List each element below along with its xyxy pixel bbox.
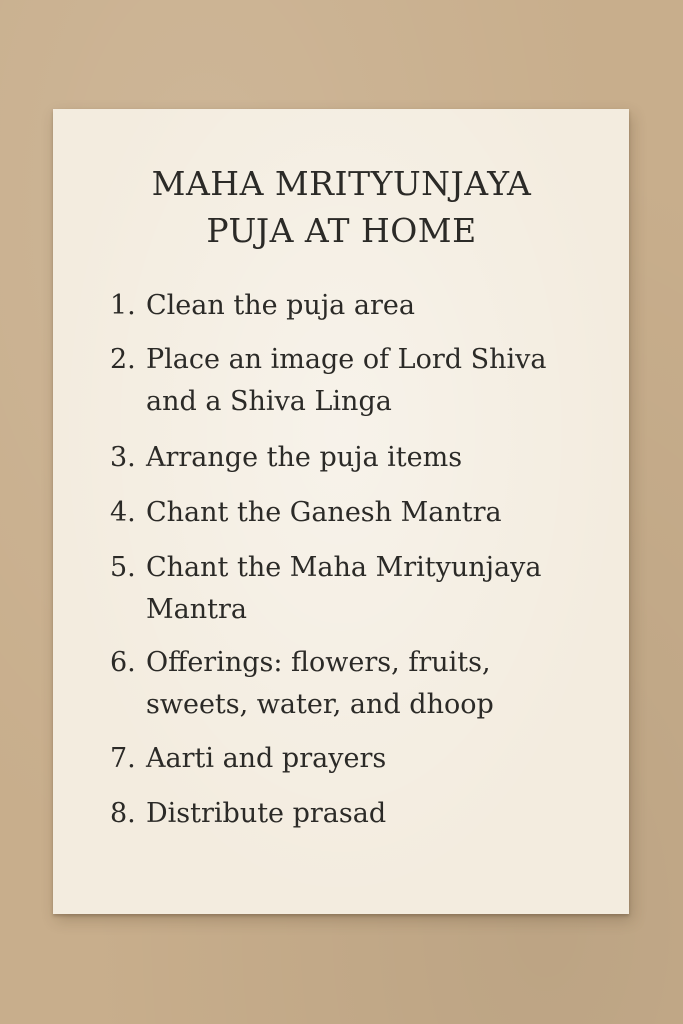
step-item-3: [110, 437, 580, 479]
step-text-line: Offerings: flowers, fruits,: [146, 647, 491, 678]
step-number: 6.: [110, 647, 136, 678]
step-item-8: [110, 793, 580, 835]
step-text-line: and a Shiva Linga: [146, 386, 392, 417]
step-text: [146, 437, 580, 479]
step-text-line: Distribute prasad: [146, 798, 387, 829]
step-item-6: [110, 642, 580, 726]
step-text-line: Place an image of Lord Shiva: [146, 344, 547, 375]
step-number: 1.: [110, 290, 136, 321]
title-line-1: MAHA MRITYUNJAYA: [151, 164, 532, 203]
step-item-4: [110, 492, 580, 534]
step-item-1: [110, 285, 580, 327]
step-text-line: Chant the Maha Mrityunjaya: [146, 552, 542, 583]
step-item-5: [110, 547, 580, 631]
step-text: [146, 492, 580, 534]
step-text-line: sweets, water, and dhoop: [146, 689, 494, 720]
step-number: 7.: [110, 743, 136, 774]
step-number: 3.: [110, 442, 136, 473]
step-text: [146, 547, 580, 631]
step-text-line: Arrange the puja items: [146, 442, 463, 473]
step-item-7: [110, 738, 580, 780]
step-text-line: Mantra: [146, 594, 247, 625]
step-text-line: Chant the Ganesh Mantra: [146, 497, 502, 528]
step-text: [146, 339, 580, 423]
step-text: [146, 285, 580, 327]
step-number: 2.: [110, 344, 136, 375]
step-text: [146, 642, 580, 726]
step-text-line: Aarti and prayers: [146, 743, 387, 774]
page-title: [0, 160, 683, 254]
step-text: [146, 738, 580, 780]
title-line-2: PUJA AT HOME: [206, 211, 477, 250]
step-item-2: [110, 339, 580, 423]
step-number: 8.: [110, 798, 136, 829]
step-text-line: Clean the puja area: [146, 290, 415, 321]
step-number: 5.: [110, 552, 136, 583]
step-text: [146, 793, 580, 835]
step-number: 4.: [110, 497, 136, 528]
